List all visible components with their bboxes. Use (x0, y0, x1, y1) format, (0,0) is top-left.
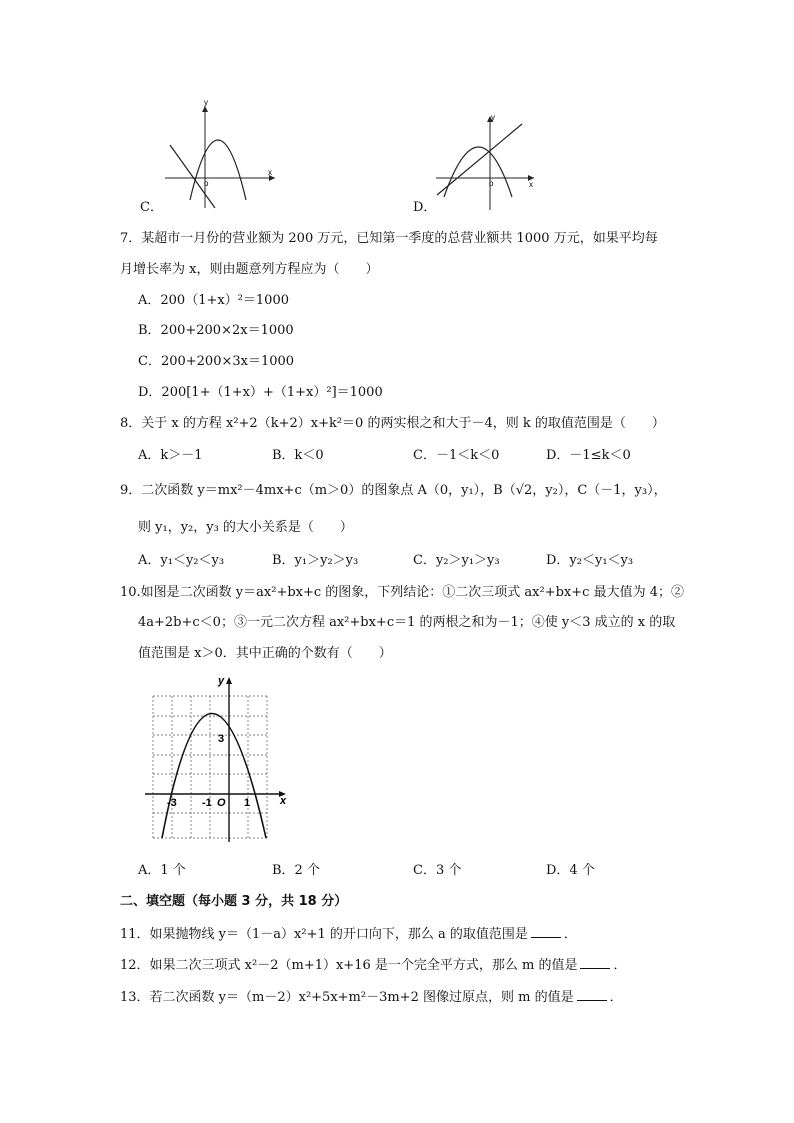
q8-line-1: 8．关于 x 的方程 x²+2（k+2）x+k²＝0 的两实根之和大于－4，则 k 的取值范围是（ ） (120, 416, 665, 431)
q12-end: ． (613, 958, 627, 973)
q12-line (120, 956, 627, 975)
graph-c-x-label: x (268, 168, 272, 177)
q10-line-2: 4a+2b+c＜0；③一元二次方程 ax²+bx+c＝1 的两根之和为－1；④使 y＜3 成立的 x 的取 (138, 615, 676, 630)
q7-option-c: C．200+200×3x＝1000 (138, 354, 295, 369)
q10-graph-y-label: y (218, 675, 225, 687)
q8-option-d: D．－1≤k＜0 (546, 448, 631, 463)
q7-line-2: 月增长率为 x，则由题意列方程应为（ ） (120, 262, 379, 277)
graph-option-d (432, 112, 542, 212)
q10-option-c: C．3 个 (413, 863, 462, 878)
q11-blank[interactable] (531, 925, 561, 938)
q12-blank[interactable] (580, 956, 610, 969)
q10-option-d: D．4 个 (546, 863, 595, 878)
graph-d-origin: o (489, 179, 494, 188)
graph-d-y-label: y (491, 113, 495, 122)
section-2-title: 二、填空题（每小题 3 分，共 18 分） (120, 894, 348, 909)
q9-option-b: B．y₁＞y₂＞y₃ (272, 553, 359, 568)
q13-end: ． (609, 990, 623, 1005)
q10-graph-label-neg1: -1 (202, 797, 212, 809)
q10-line-1: 10.如图是二次函数 y＝ax²+bx+c 的图象，下列结论：①二次三项式 ax²+bx+c 最大值为 4；② (120, 585, 684, 600)
q13-line (120, 988, 623, 1007)
q11-text: 11．如果抛物线 y＝（1－a）x²+1 的开口向下，那么 a 的取值范围是 (120, 927, 528, 942)
q8-option-c: C．－1＜k＜0 (413, 448, 500, 463)
graph-option-c (160, 100, 280, 212)
q10-graph-label-1: 1 (244, 797, 251, 809)
q10-graph-x-label: x (280, 795, 287, 807)
q7-option-d: D．200[1+（1+x）+（1+x）²]＝1000 (138, 385, 383, 400)
q9-line-2: 则 y₁，y₂，y₃ 的大小关系是（ ） (138, 520, 353, 535)
q7-line-1: 7．某超市一月份的营业额为 200 万元，已知第一季度的总营业额共 1000 万元，如果平均每 (120, 231, 658, 246)
q10-line-3: 值范围是 x＞0．其中正确的个数有（ ） (138, 646, 392, 661)
graph-c-y-label: y (204, 100, 208, 107)
q10-option-a: A．1 个 (138, 863, 186, 878)
q9-line-1: 9．二次函数 y＝mx²－4mx+c（m＞0）的图象点 A（0，y₁），B（√2，y₂），C（－1，y₃）， (120, 483, 667, 498)
q13-text: 13．若二次函数 y＝（m－2）x²+5x+m²－3m+2 图像过原点，则 m 的值是 (120, 990, 574, 1005)
q11-end: ． (563, 927, 577, 942)
q12-text: 12．如果二次三项式 x²－2（m+1）x+16 是一个完全平方式，那么 m 的值是 (120, 958, 578, 973)
graph-d-label: D． (413, 200, 437, 215)
q9-option-d: D．y₂＜y₁＜y₃ (546, 553, 634, 568)
q8-option-a: A．k＞－1 (138, 448, 203, 463)
q10-option-b: B．2 个 (272, 863, 320, 878)
q7-option-b: B．200+200×2x＝1000 (138, 323, 294, 338)
q7-option-a: A．200（1+x）²＝1000 (138, 293, 289, 308)
q9-option-a: A．y₁＜y₂＜y₃ (138, 553, 225, 568)
q10-graph-origin: O (217, 797, 226, 809)
graph-c-origin: o (204, 179, 209, 188)
q10-parabola-graph (140, 672, 292, 844)
q10-graph-label-3: 3 (218, 733, 225, 745)
graph-c-label: C． (140, 200, 163, 215)
q10-graph-label-neg3: -3 (167, 797, 177, 809)
q8-option-b: B．k＜0 (272, 448, 324, 463)
graph-d-x-label: x (529, 180, 533, 189)
q13-blank[interactable] (577, 988, 607, 1001)
q11-line (120, 925, 577, 944)
q9-option-c: C．y₂＞y₁＞y₃ (413, 553, 500, 568)
